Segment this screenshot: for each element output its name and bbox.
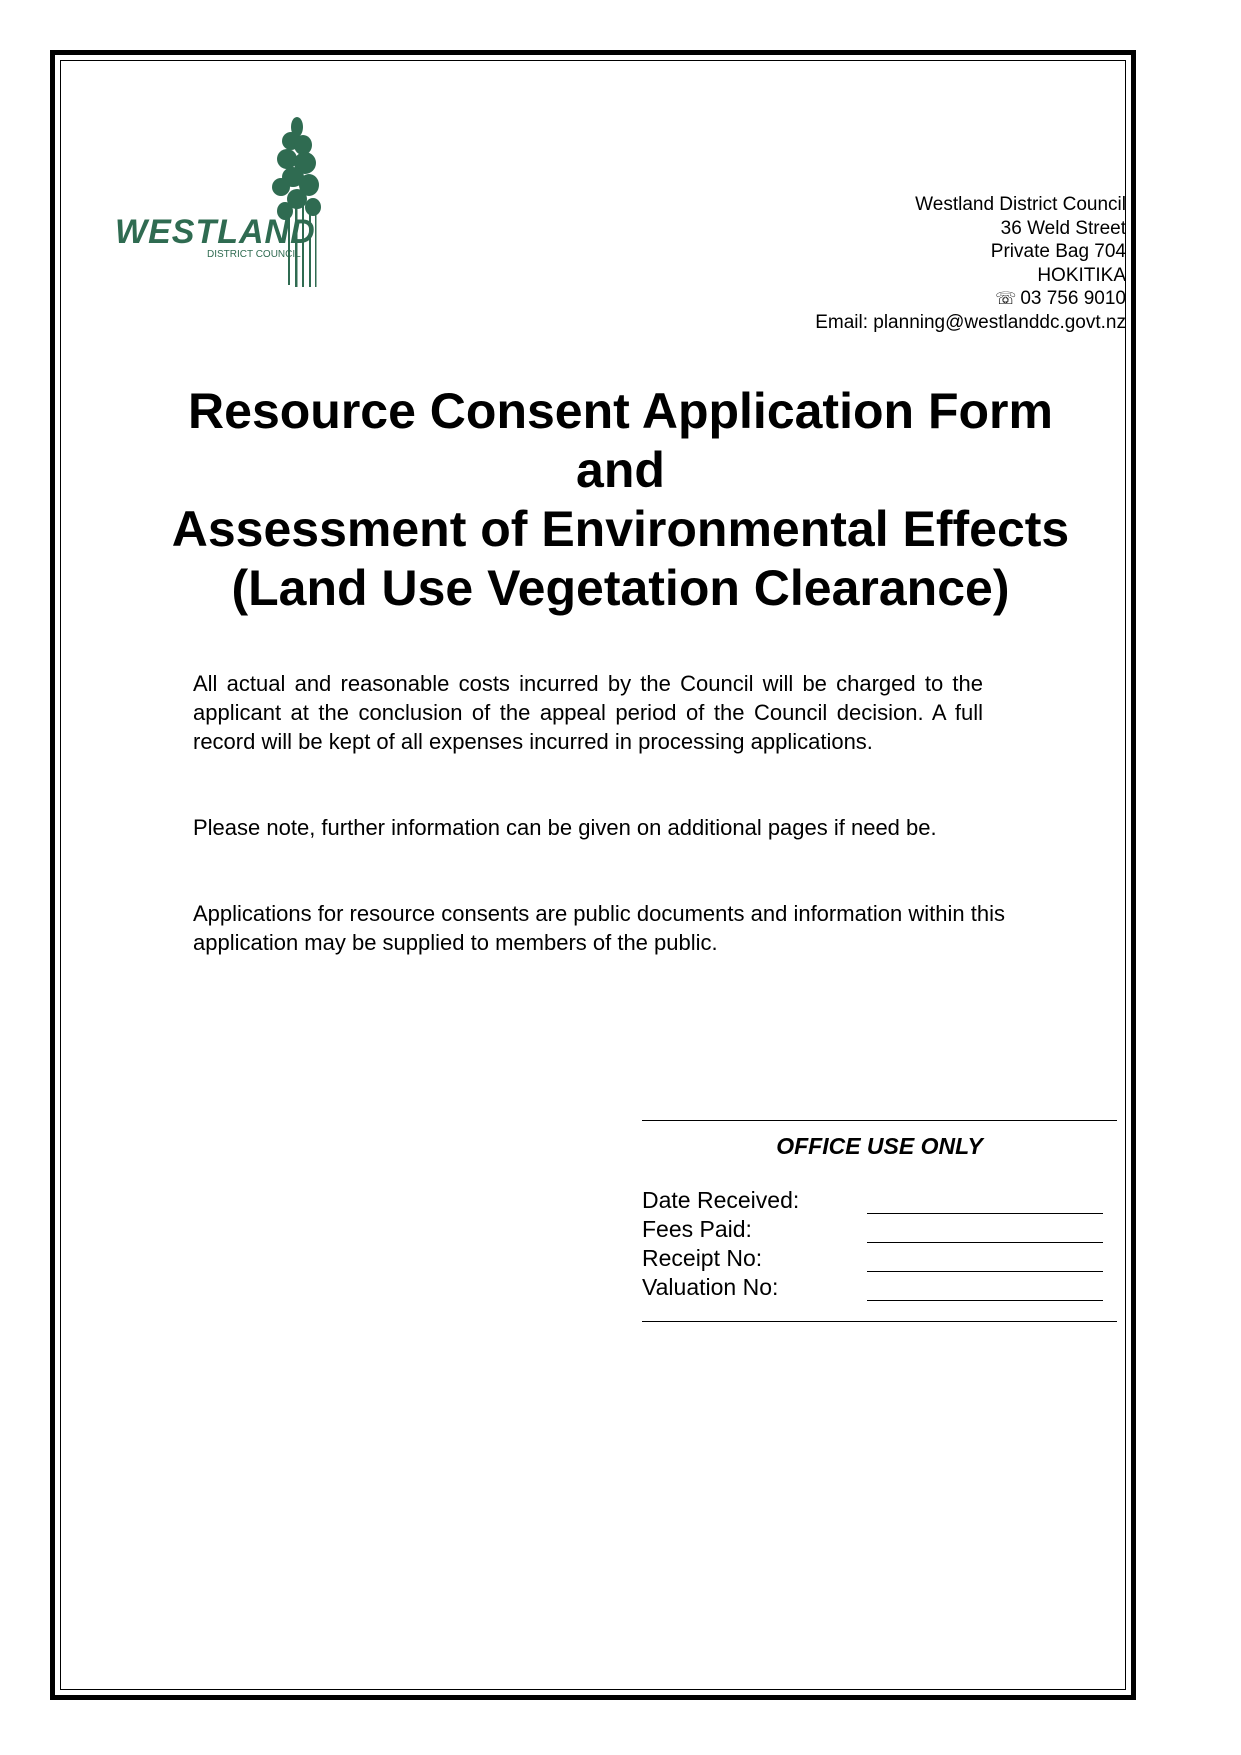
address-street: 36 Weld Street — [1000, 217, 1126, 239]
field-blank-line — [867, 1220, 1103, 1243]
title-line-3: Assessment of Environmental Effects — [171, 501, 1070, 557]
address-city: HOKITIKA — [1037, 264, 1126, 286]
title-line-1: Resource Consent Application Form — [188, 383, 1053, 439]
westland-logo — [115, 115, 365, 295]
address-email: Email: planning@westlanddc.govt.nz — [815, 311, 1126, 333]
tree-logo-icon — [115, 115, 365, 295]
address-phone: 03 756 9010 — [1020, 288, 1126, 309]
costs-paragraph: All actual and reasonable costs incurred by the Council will be charged to the applicant at the conclusion of the appeal period of the Council decision. A full record will be kept of all expenses incurred in processing applications. — [193, 671, 983, 754]
office-field-fees-paid — [642, 1214, 1117, 1243]
field-label: Receipt No: — [642, 1245, 763, 1271]
council-address — [815, 193, 1126, 334]
field-label: Fees Paid: — [642, 1216, 752, 1242]
field-label: Date Received: — [642, 1187, 800, 1213]
logo-wordmark: WESTLAND — [115, 213, 316, 251]
address-org: Westland District Council — [915, 194, 1126, 215]
address-bag: Private Bag 704 — [990, 241, 1126, 262]
title-line-4: (Land Use Vegetation Clearance) — [231, 560, 1010, 616]
field-blank-line — [867, 1249, 1103, 1272]
field-blank-line — [867, 1191, 1103, 1214]
office-field-valuation-no — [642, 1272, 1117, 1301]
note-paragraph: Please note, further information can be given on additional pages if need be. — [193, 815, 937, 840]
office-use-box — [642, 1120, 1117, 1322]
office-fields — [642, 1185, 1117, 1301]
logo-subtitle: DISTRICT COUNCIL — [207, 249, 301, 260]
public-paragraph: Applications for resource consents are public documents and information within this application may be supplied to members of the public. — [193, 901, 1005, 955]
office-bottom-rule — [642, 1321, 1117, 1322]
page-title — [55, 382, 1186, 618]
title-line-2: and — [576, 442, 665, 498]
office-use-title: OFFICE USE ONLY — [776, 1133, 983, 1159]
address-phone-row — [815, 287, 1126, 311]
office-top-rule — [642, 1120, 1117, 1121]
field-blank-line — [867, 1278, 1103, 1301]
office-field-receipt-no — [642, 1243, 1117, 1272]
field-label: Valuation No: — [642, 1274, 779, 1300]
office-field-date-received — [642, 1185, 1117, 1214]
telephone-icon: ☏ — [995, 289, 1017, 308]
